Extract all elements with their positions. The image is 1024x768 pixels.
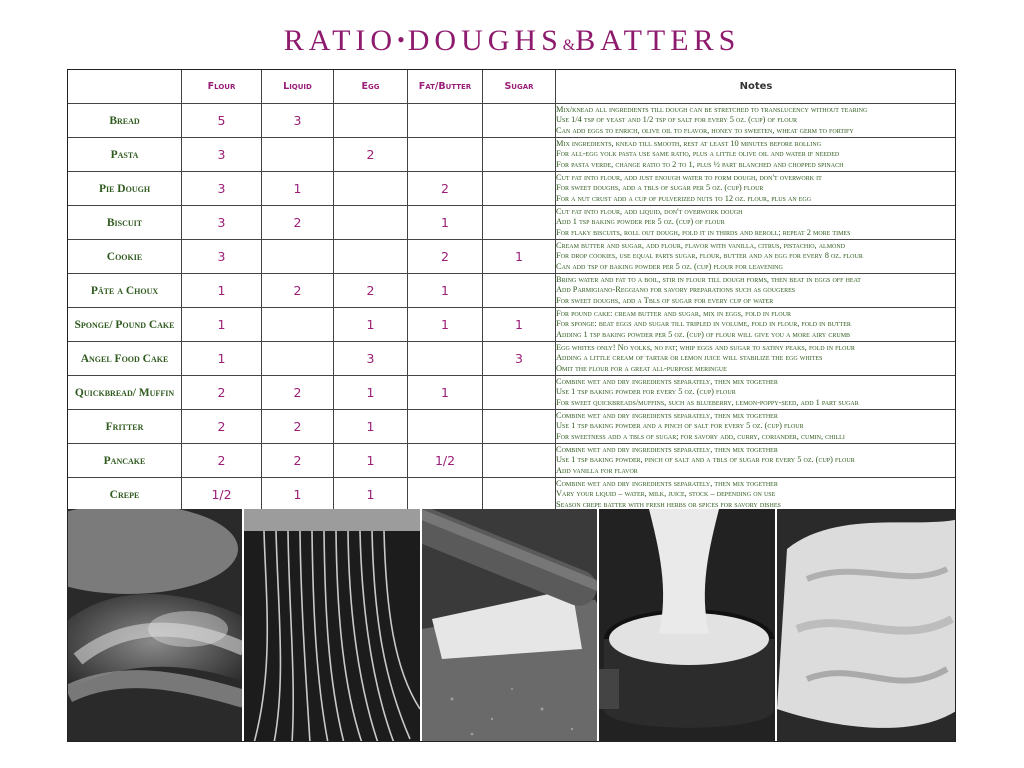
cell-egg: 1 <box>334 478 408 512</box>
cell-egg: 3 <box>334 342 408 376</box>
note-line: Cut fat into flour, add just enough water to form dough, don't overwork it <box>556 173 822 183</box>
table-row <box>68 308 957 342</box>
note-line: Mix/knead all ingredients till dough can be stretched to translucency without tearing <box>556 105 868 115</box>
cell-flour: 3 <box>182 240 262 274</box>
row-item-name: Cookie <box>68 240 182 274</box>
cell-flour: 2 <box>182 376 262 410</box>
note-line: Add 1 tsp baking powder per 5 oz. (cup) of flour <box>556 217 725 227</box>
cell-notes <box>556 138 957 172</box>
cell-sugar <box>483 274 556 308</box>
note-line: Can add eggs to enrich, olive oil to flavor, honey to sweeten, wheat germ to fortify <box>556 125 854 135</box>
note-line: For pound cake: cream butter and sugar, mix in eggs, fold in flour <box>556 309 791 319</box>
note-line: Use 1 tsp baking powder, pinch of salt and a tbls of sugar for every 5 oz. (cup) flour <box>556 455 855 465</box>
note-line: For sponge: beat eggs and sugar till tripled in volume, fold in flour, fold in butter <box>556 319 851 329</box>
note-line: Can add tsp of baking powder per 5 oz. (cup) flour for leavening <box>556 261 783 271</box>
header-fat-butter: Fat/Butter <box>408 70 483 104</box>
cell-sugar <box>483 478 556 512</box>
cell-fat-butter: 2 <box>408 240 483 274</box>
cell-liquid: 2 <box>262 444 334 478</box>
table-row <box>68 376 957 410</box>
cell-egg <box>334 172 408 206</box>
row-item-name: Pancake <box>68 444 182 478</box>
crepe-photo <box>775 509 956 742</box>
note-line: Use 1 tsp baking powder and a pinch of salt for every 5 oz. (cup) flour <box>556 421 804 431</box>
cell-egg <box>334 240 408 274</box>
table-row <box>68 444 957 478</box>
note-line: For sweet doughs, add a Tbls of sugar for every cup of water <box>556 295 774 305</box>
cell-flour: 1 <box>182 308 262 342</box>
cell-liquid <box>262 308 334 342</box>
cell-notes <box>556 444 957 478</box>
table-row <box>68 206 957 240</box>
note-line: Combine wet and dry ingredients separately, then mix together <box>556 411 778 421</box>
cell-liquid: 1 <box>262 478 334 512</box>
note-line: Combine wet and dry ingredients separately, then mix together <box>556 377 778 387</box>
title-word-ratio: RATIO <box>283 24 398 57</box>
cell-egg: 1 <box>334 410 408 444</box>
note-line: For drop cookies, use equal parts sugar, flour, butter and an egg for every 8 oz. flour <box>556 251 863 261</box>
note-line: Egg whites only! No yolks, no fat; whip eggs and sugar to satiny peaks, fold in flour <box>556 343 855 353</box>
cell-fat-butter: 1 <box>408 206 483 240</box>
row-item-name: Fritter <box>68 410 182 444</box>
cell-liquid: 1 <box>262 172 334 206</box>
note-line: Combine wet and dry ingredients separately, then mix together <box>556 445 778 455</box>
cell-fat-butter: 1/2 <box>408 444 483 478</box>
note-line: For a nut crust add a cup of pulverized nuts to 12 oz. flour, plus an egg <box>556 193 812 203</box>
cell-notes <box>556 376 957 410</box>
title-ampersand: & <box>562 37 576 54</box>
note-line: Vary your liquid – water, milk, juice, stock – depending on use <box>556 489 776 499</box>
note-line: Season crepe batter with fresh herbs or spices for savory dishes <box>556 499 781 509</box>
note-line: Bring water and fat to a boil, stir in flour till dough forms, then beat in eggs off heat <box>556 275 861 285</box>
note-line: Use 1 tsp baking powder for every 5 oz. (cup) flour <box>556 387 736 397</box>
cell-flour: 3 <box>182 172 262 206</box>
header-flour: Flour <box>182 70 262 104</box>
cell-sugar: 3 <box>483 342 556 376</box>
page-title <box>0 22 1024 64</box>
row-item-name: Crepe <box>68 478 182 512</box>
cell-fat-butter <box>408 342 483 376</box>
ratio-sheet <box>67 69 956 742</box>
title-word-doughs: DOUGHS <box>407 24 563 57</box>
note-line: Omit the flour for a great all-purpose meringue <box>556 363 727 373</box>
cell-sugar <box>483 376 556 410</box>
cell-liquid: 3 <box>262 104 334 138</box>
cell-flour: 2 <box>182 410 262 444</box>
row-item-name: Pie Dough <box>68 172 182 206</box>
note-line: For sweet doughs, add a tbls of sugar per 5 oz. (cup) flour <box>556 183 764 193</box>
row-item-name: Pasta <box>68 138 182 172</box>
cell-liquid: 2 <box>262 206 334 240</box>
cell-fat-butter <box>408 104 483 138</box>
note-line: Use 1/4 tsp of yeast and 1/2 tsp of salt for every 5 oz. (cup) of flour <box>556 115 797 125</box>
row-item-name: Angel Food Cake <box>68 342 182 376</box>
header-notes: Notes <box>556 70 957 104</box>
cell-sugar <box>483 410 556 444</box>
cell-notes <box>556 104 957 138</box>
row-item-name: Sponge/ Pound Cake <box>68 308 182 342</box>
cell-fat-butter <box>408 138 483 172</box>
cell-sugar <box>483 444 556 478</box>
row-item-name: Pâte a Choux <box>68 274 182 308</box>
row-item-name: Bread <box>68 104 182 138</box>
cell-flour: 1 <box>182 274 262 308</box>
cell-sugar <box>483 138 556 172</box>
cell-liquid: 2 <box>262 274 334 308</box>
cell-egg: 1 <box>334 376 408 410</box>
table-row <box>68 410 957 444</box>
cell-egg <box>334 206 408 240</box>
cell-notes <box>556 342 957 376</box>
note-line: For sweet quickbreads/muffins, such as blueberry, lemon-poppy-seed, add 1 part sugar <box>556 397 859 407</box>
cell-sugar <box>483 206 556 240</box>
row-item-name: Quickbread/ Muffin <box>68 376 182 410</box>
cell-sugar <box>483 172 556 206</box>
table-row <box>68 240 957 274</box>
note-line: Adding a little cream of tartar or lemon juice will stabilize the egg whites <box>556 353 823 363</box>
table-row <box>68 478 957 512</box>
cell-egg <box>334 104 408 138</box>
note-line: For sweetness add a tbls of sugar; for savory add, curry, coriander, cumin, chilli <box>556 431 845 441</box>
cell-liquid <box>262 138 334 172</box>
table-header-row <box>68 70 957 104</box>
table-row <box>68 274 957 308</box>
note-line: For pasta verde, change ratio to 2 to 1, plus ½ part blanched and chopped spinach <box>556 159 844 169</box>
cell-egg: 1 <box>334 308 408 342</box>
table-row <box>68 342 957 376</box>
cell-notes <box>556 274 957 308</box>
pasta-strands-photo <box>242 509 419 742</box>
note-line: Combine wet and dry ingredients separately, then mix together <box>556 479 778 489</box>
ratio-table <box>67 69 956 512</box>
note-line: Adding 1 tsp baking powder per 5 oz. (cup) of flour will give you a more airy crumb <box>556 329 851 339</box>
batter-springform-pan-photo <box>597 509 774 742</box>
cell-notes <box>556 206 957 240</box>
note-line: Cut fat into flour, add liquid, don't overwork dough <box>556 207 743 217</box>
cell-egg: 2 <box>334 274 408 308</box>
cell-liquid <box>262 342 334 376</box>
cell-notes <box>556 478 957 512</box>
cell-sugar: 1 <box>483 240 556 274</box>
cell-fat-butter: 1 <box>408 308 483 342</box>
cell-sugar <box>483 104 556 138</box>
note-line: For all-egg yolk pasta use same ratio, plus a little olive oil and water if needed <box>556 149 840 159</box>
cell-sugar: 1 <box>483 308 556 342</box>
header-sugar: Sugar <box>483 70 556 104</box>
cell-egg: 1 <box>334 444 408 478</box>
cell-liquid: 2 <box>262 376 334 410</box>
cell-notes <box>556 240 957 274</box>
cell-liquid: 2 <box>262 410 334 444</box>
cell-fat-butter: 1 <box>408 274 483 308</box>
cell-notes <box>556 172 957 206</box>
rolling-pin-dough-photo <box>420 509 597 742</box>
header-egg: Egg <box>334 70 408 104</box>
table-row <box>68 172 957 206</box>
note-line: Cream butter and sugar, add flour, flavor with vanilla, citrus, pistachio, almond <box>556 241 846 251</box>
cell-liquid <box>262 240 334 274</box>
row-item-name: Biscuit <box>68 206 182 240</box>
braided-bread-photo <box>68 509 242 742</box>
table-row <box>68 138 957 172</box>
photo-strip <box>68 509 956 742</box>
cell-flour: 1/2 <box>182 478 262 512</box>
cell-fat-butter: 2 <box>408 172 483 206</box>
header-liquid: Liquid <box>262 70 334 104</box>
cell-flour: 3 <box>182 138 262 172</box>
cell-notes <box>556 308 957 342</box>
title-separator: • <box>397 27 408 52</box>
cell-notes <box>556 410 957 444</box>
cell-flour: 3 <box>182 206 262 240</box>
note-line: Add Parmigiano-Reggiano for savory preparations such as gougeres <box>556 285 796 295</box>
cell-fat-butter <box>408 478 483 512</box>
cell-egg: 2 <box>334 138 408 172</box>
header-item <box>68 70 182 104</box>
note-line: Add vanilla for flavor <box>556 465 638 475</box>
cell-flour: 5 <box>182 104 262 138</box>
cell-fat-butter: 1 <box>408 376 483 410</box>
title-word-batters: BATTERS <box>575 24 741 57</box>
table-row <box>68 104 957 138</box>
cell-flour: 2 <box>182 444 262 478</box>
cell-flour: 1 <box>182 342 262 376</box>
note-line: Mix ingredients, knead till smooth, rest at least 10 minutes before rolling <box>556 139 822 149</box>
cell-fat-butter <box>408 410 483 444</box>
note-line: For flaky biscuits, roll out dough, fold it in thirds and reroll; repeat 2 more times <box>556 227 851 237</box>
